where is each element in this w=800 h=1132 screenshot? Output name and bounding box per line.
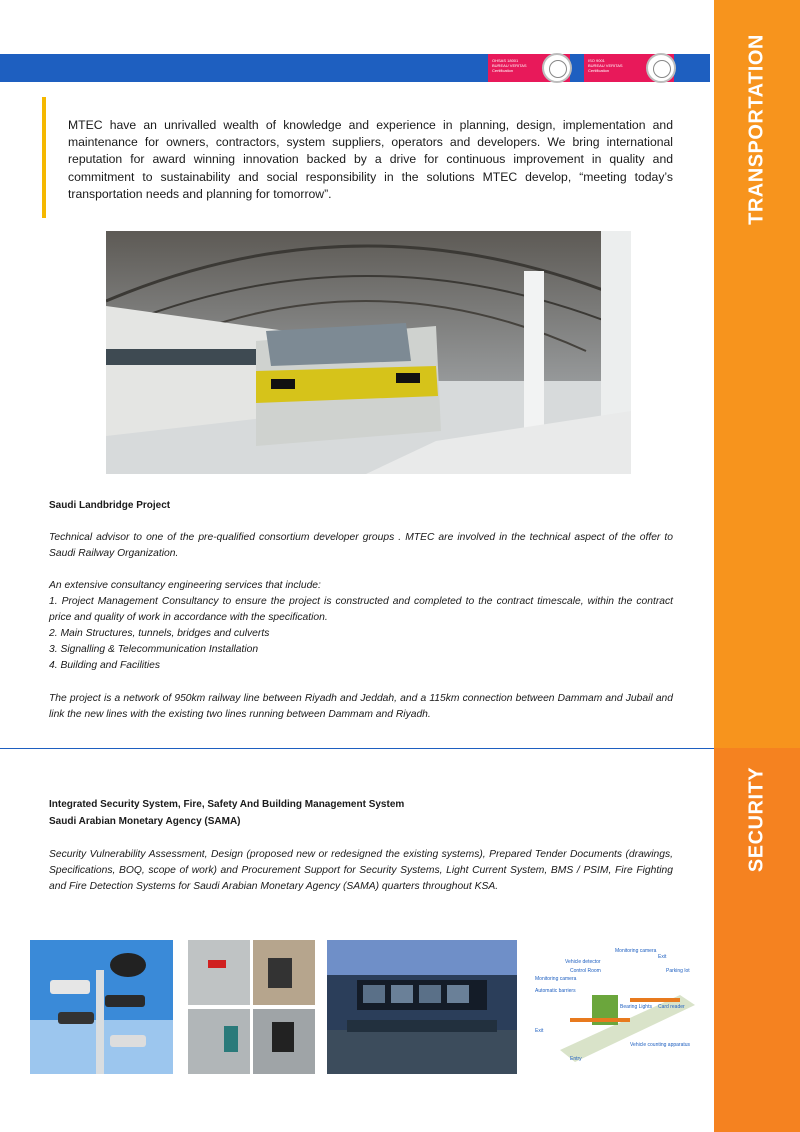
security-subtitle: Saudi Arabian Monetary Agency (SAMA) [49, 816, 241, 827]
diagram-label: Control Room [570, 968, 601, 974]
diagram-label: Bearing Lights [620, 1004, 652, 1010]
cert-caption: Certification [588, 68, 610, 73]
diagram-label: Exit [535, 1028, 544, 1034]
diagram-label: Vehicle detector [565, 959, 601, 965]
cert-title: ISO 9001 [588, 58, 605, 63]
section-label-security: SECURITY [745, 766, 768, 873]
landbridge-title: Saudi Landbridge Project [49, 500, 171, 511]
landbridge-services-list [49, 578, 673, 674]
parking-system-diagram [530, 940, 702, 1074]
diagram-label: Vehicle counting apparatus [630, 1042, 691, 1048]
train-illustration [106, 231, 631, 474]
landbridge-network-description: The project is a network of 950km railway line between Riyadh and Jeddah, and a 115km connection between Dammam and Jubail and link the new lines with the existing two lines running between Dammam and Riyadh. [49, 693, 673, 720]
landbridge-intro: Technical advisor to one of the pre-qualified consortium developer groups . MTEC are involved in the technical aspect of the offer to Saudi Railway Organization. [49, 532, 673, 559]
diagram-label: Parking lot [666, 968, 690, 974]
iso-certification-badge [584, 54, 674, 82]
cctv-camera-icon [30, 940, 173, 1074]
railway-station-photo [106, 231, 631, 474]
quote-accent-bar [42, 97, 46, 218]
cert-issuer: BUREAU VERITAS [588, 63, 623, 68]
diagram-label: Card reader [658, 1004, 685, 1010]
cert-issuer: BUREAU VERITAS [492, 63, 527, 68]
diagram-label: Exit [658, 954, 667, 960]
diagram-label: Monitoring camera [535, 976, 577, 982]
security-description: Security Vulnerability Assessment, Design (proposed new or redesigned the existing systems), Prepared Tender Documents (drawings, Specifications, BOQ, scope of work) and Procurement Support for Security Systems, Light Current System, BMS / PSIM, Fire Fighting and Fire Detection Systems for Saudi Arabian Monetary Agency (SAMA) quarters throughout KSA. [49, 849, 673, 892]
cert-title: OHSAS 18001 [492, 58, 519, 63]
control-room-illustration [327, 940, 517, 1074]
section-label-transportation: TRANSPORTATION [745, 34, 768, 225]
transportation-side-panel [714, 0, 800, 748]
diagram-label: Entry [570, 1056, 582, 1062]
security-title: Integrated Security System, Fire, Safety And Building Management System [49, 799, 405, 810]
ohsas-certification-badge [488, 54, 570, 82]
diagram-label: Monitoring camera [615, 948, 657, 954]
list-item: 2. Main Structures, tunnels, bridges and culverts [49, 628, 270, 639]
parking-security-diagram [530, 940, 702, 1074]
bureau-veritas-seal-icon [542, 53, 572, 83]
section-divider [0, 748, 714, 749]
list-item: 1. Project Management Consultancy to ensure the project is constructed and completed to the contract timescale, within the contract price and quality of work in accordance with the specification. [49, 596, 673, 623]
cctv-cameras-photo [30, 940, 173, 1074]
control-room-photo [327, 940, 517, 1074]
intro-paragraph: MTEC have an unrivalled wealth of knowledge and experience in planning, design, implementation and maintenance for owners, contractors, system suppliers, operators and developers. We bring international reputation for award winning innovation backed by a drive for continuous improvement in quality and commitment to sustainability and social responsibility in the solutions MTEC develop, “meeting today’s transportation needs and planning for tomorrow”. [68, 118, 673, 201]
access-control-photo [188, 940, 315, 1074]
bureau-veritas-seal-icon [646, 53, 676, 83]
cert-caption: Certification [492, 68, 514, 73]
card-reader-icon [188, 940, 315, 1074]
diagram-label: Automatic barriers [535, 988, 576, 994]
security-side-panel [714, 748, 800, 1132]
services-lead: An extensive consultancy engineering services that include: [49, 580, 321, 591]
list-item: 3. Signalling & Telecommunication Installation [49, 644, 259, 655]
list-item: 4. Building and Facilities [49, 660, 161, 671]
